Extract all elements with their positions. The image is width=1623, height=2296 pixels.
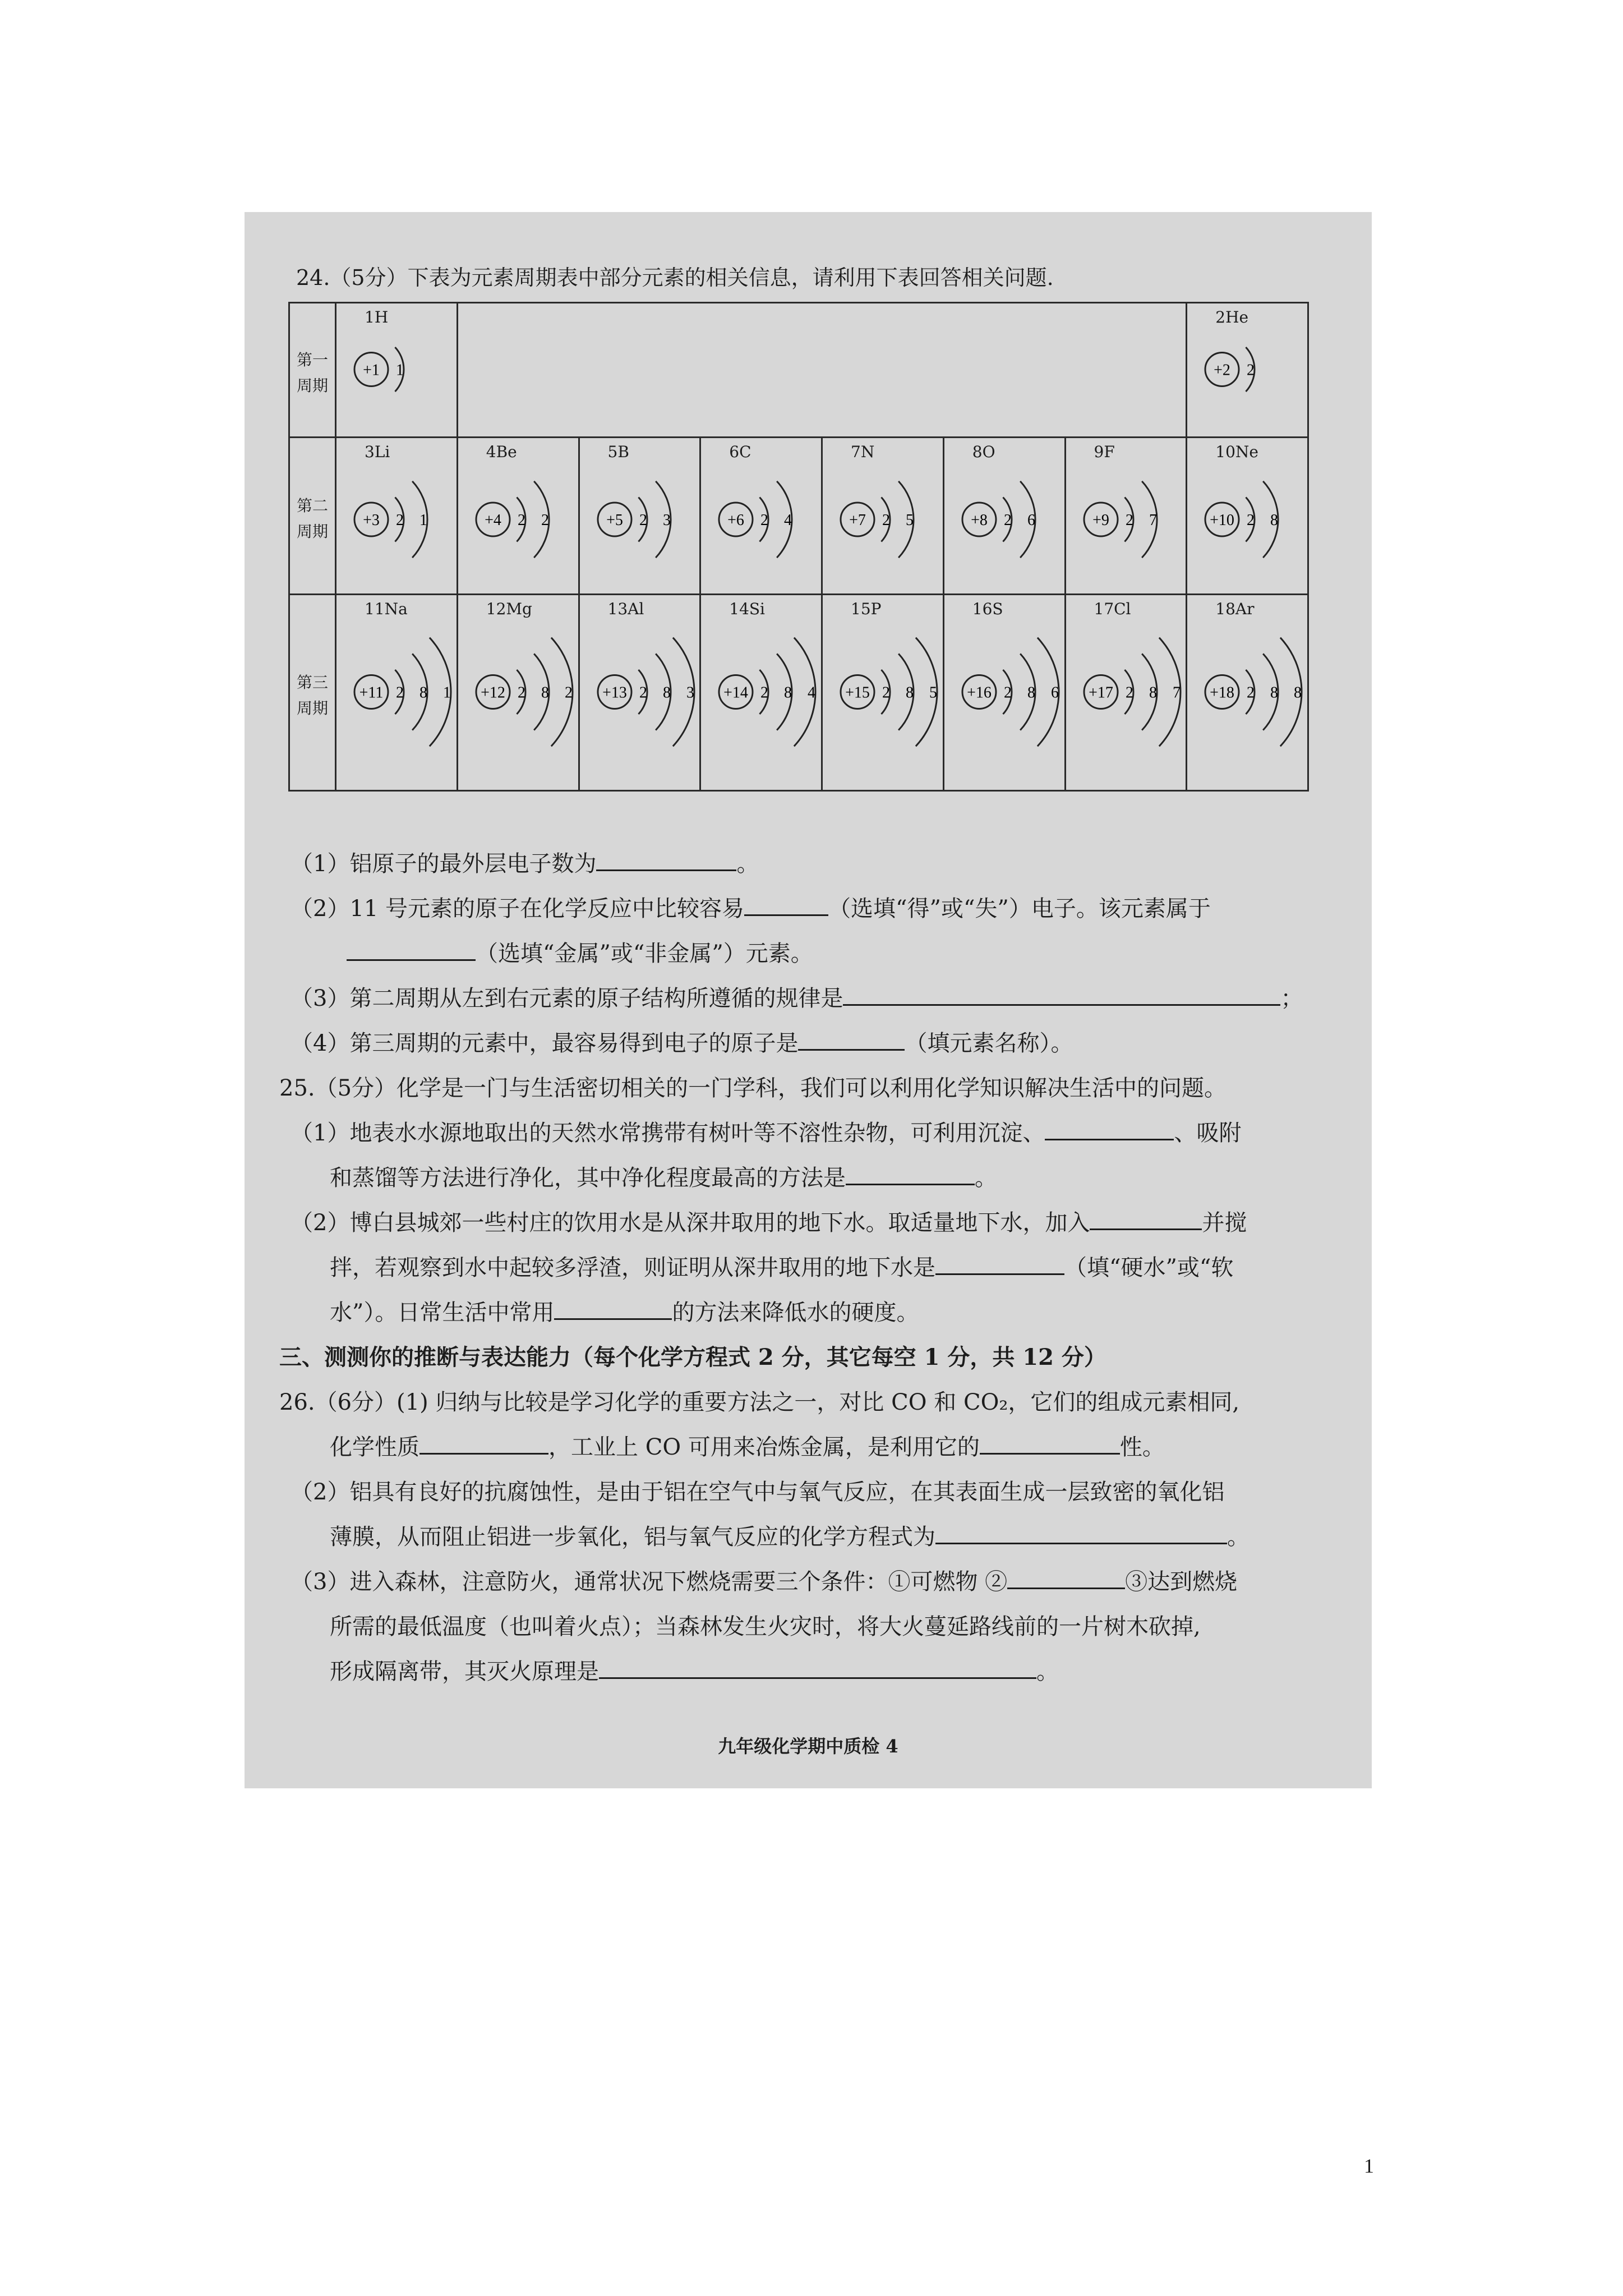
shell-electron-count: 8 xyxy=(1294,684,1302,702)
shell-electron-count: 8 xyxy=(784,684,792,702)
q24-4: （4）第三周期的元素中，最容易得到电子的原子是 （填元素名称）。 xyxy=(291,1025,1073,1057)
shell-electron-count: 2 xyxy=(541,512,549,529)
page-footer: 九年级化学期中质检 4 xyxy=(718,1736,898,1757)
shell-electron-count: 6 xyxy=(1027,512,1035,529)
atom-structure-diagram xyxy=(1076,466,1172,562)
shell-electron-count: 8 xyxy=(1270,512,1279,529)
element-symbol: 17Cl xyxy=(1094,600,1131,618)
shell-electron-count: 4 xyxy=(808,684,816,702)
answer-blank[interactable] xyxy=(935,1520,1227,1544)
shell-electron-count: 1 xyxy=(443,684,451,702)
atom-structure-diagram xyxy=(711,623,832,749)
element-cell xyxy=(700,438,822,595)
element-cell xyxy=(1187,303,1308,438)
empty-cell xyxy=(457,303,1187,438)
shell-electron-count: 8 xyxy=(1027,684,1035,702)
nuclear-charge: +10 xyxy=(1210,512,1235,529)
q24-1: （1）铝原子的最外层电子数为 。 xyxy=(291,846,759,878)
period-3-label: 第三周期 xyxy=(289,595,336,791)
element-cell xyxy=(579,438,700,595)
shell-electron-count: 2 xyxy=(1125,684,1133,702)
q25-2-cont2: 水”）。日常生活中常用 的方法来降低水的硬度。 xyxy=(330,1295,919,1327)
shell-electron-count: 5 xyxy=(929,684,937,702)
atom-diagram xyxy=(955,466,1050,562)
element-cell xyxy=(822,438,944,595)
element-symbol: 1H xyxy=(365,308,389,326)
answer-blank[interactable] xyxy=(843,982,1280,1006)
element-symbol: 10Ne xyxy=(1215,443,1258,461)
nuclear-charge: +5 xyxy=(606,512,623,529)
q26-1: 26.（6分）(1) 归纳与比较是学习化学的重要方法之一，对比 CO 和 CO₂，它们的组成元素相同, xyxy=(279,1389,1240,1415)
shell-electron-count: 2 xyxy=(396,684,404,702)
q26-1-cont: 化学性质 ，工业上 CO 可用来冶炼金属，是利用它的 性。 xyxy=(330,1429,1165,1461)
element-symbol: 6C xyxy=(729,443,751,461)
shell-electron-count: 2 xyxy=(1247,361,1255,379)
periodic-table xyxy=(288,302,1309,792)
element-cell xyxy=(1065,438,1187,595)
answer-blank[interactable] xyxy=(554,1296,672,1320)
answer-blank[interactable] xyxy=(980,1430,1120,1455)
element-cell xyxy=(943,438,1065,595)
element-symbol: 15P xyxy=(851,600,882,618)
nuclear-charge: +11 xyxy=(359,684,384,702)
element-cell xyxy=(336,438,458,595)
atom-structure-diagram xyxy=(711,466,806,562)
answer-blank[interactable] xyxy=(419,1430,548,1455)
shell-electron-count: 2 xyxy=(564,684,573,702)
element-symbol: 11Na xyxy=(365,600,408,618)
nuclear-charge: +7 xyxy=(849,512,866,529)
atom-diagram xyxy=(711,466,806,562)
q25: 25.（5分）化学是一门与生活密切相关的一门学科，我们可以利用化学知识解决生活中的问题。 xyxy=(279,1075,1227,1101)
q26-2-cont: 薄膜，从而阻止铝进一步氧化，铝与氧气反应的化学方程式为 。 xyxy=(330,1519,1249,1551)
element-symbol: 3Li xyxy=(365,443,390,461)
exam-photo xyxy=(245,212,1372,1788)
shell-electron-count: 2 xyxy=(639,684,647,702)
element-cell xyxy=(457,595,579,791)
element-cell xyxy=(336,303,458,438)
shell-electron-count: 4 xyxy=(784,512,792,529)
nuclear-charge: +17 xyxy=(1088,684,1113,702)
element-symbol: 14Si xyxy=(729,600,766,618)
atom-diagram xyxy=(347,623,467,749)
section-3-title: 三、测测你的推断与表达能力（每个化学方程式 2 分，其它每空 1 分，共 12 分） xyxy=(279,1344,1106,1370)
atom-diagram xyxy=(1076,466,1172,562)
answer-blank[interactable] xyxy=(846,1161,975,1185)
shell-electron-count: 2 xyxy=(517,684,525,702)
shell-electron-count: 2 xyxy=(1247,684,1255,702)
atom-structure-diagram xyxy=(1076,623,1197,749)
element-symbol: 7N xyxy=(851,443,875,461)
atom-structure-diagram xyxy=(833,623,953,749)
nuclear-charge: +4 xyxy=(484,512,501,529)
element-symbol: 8O xyxy=(972,443,995,461)
q26-3: （3）进入森林，注意防火，通常状况下燃烧需要三个条件：①可燃物 ② ③达到燃烧 xyxy=(291,1564,1237,1596)
nuclear-charge: +1 xyxy=(363,361,380,379)
shell-electron-count: 2 xyxy=(882,512,890,529)
q25-2-cont: 拌，若观察到水中起较多浮渣，则证明从深井取用的地下水是 （填“硬水”或“软 xyxy=(330,1250,1233,1282)
period-1-label: 第一周期 xyxy=(289,303,336,438)
element-cell xyxy=(1065,595,1187,791)
q24-2-cont: （选填“金属”或“非金属”）元素。 xyxy=(347,936,813,968)
period-2-label: 第二周期 xyxy=(289,438,336,595)
atom-diagram xyxy=(590,466,685,562)
q24-3: （3）第二周期从左到右元素的原子结构所遵循的规律是 ； xyxy=(291,981,1303,1013)
atom-diagram xyxy=(468,623,589,749)
shell-electron-count: 2 xyxy=(760,684,769,702)
atom-diagram xyxy=(955,623,1075,749)
nuclear-charge: +6 xyxy=(727,512,745,529)
answer-blank[interactable] xyxy=(744,892,828,916)
shell-electron-count: 3 xyxy=(662,512,671,529)
shell-electron-count: 8 xyxy=(1270,684,1279,702)
element-cell xyxy=(336,595,458,791)
atom-diagram xyxy=(347,332,417,396)
q24-2: （2）11 号元素的原子在化学反应中比较容易 （选填“得”或“失”）电子。该元素属于 xyxy=(291,891,1211,923)
page-number: 1 xyxy=(1364,2155,1374,2177)
atom-structure-diagram xyxy=(468,623,589,749)
shell-electron-count: 6 xyxy=(1050,684,1059,702)
q25-1-cont: 和蒸馏等方法进行净化，其中净化程度最高的方法是 。 xyxy=(330,1160,997,1192)
nuclear-charge: +9 xyxy=(1092,512,1109,529)
element-cell xyxy=(1187,438,1308,595)
shell-electron-count: 3 xyxy=(686,684,694,702)
element-symbol: 4Be xyxy=(486,443,517,461)
shell-electron-count: 8 xyxy=(906,684,914,702)
element-cell xyxy=(1187,595,1308,791)
shell-electron-count: 2 xyxy=(760,512,769,529)
q26-2: （2）铝具有良好的抗腐蚀性，是由于铝在空气中与氧气反应，在其表面生成一层致密的氧化铝 xyxy=(291,1479,1225,1505)
element-cell xyxy=(822,595,944,791)
atom-diagram xyxy=(833,466,928,562)
element-cell xyxy=(457,438,579,595)
shell-electron-count: 8 xyxy=(541,684,549,702)
element-symbol: 12Mg xyxy=(486,600,532,618)
nuclear-charge: +18 xyxy=(1210,684,1235,702)
element-symbol: 18Ar xyxy=(1215,600,1255,618)
answer-blank[interactable] xyxy=(1007,1565,1125,1589)
shell-electron-count: 2 xyxy=(1125,512,1133,529)
element-symbol: 5B xyxy=(607,443,629,461)
element-symbol: 9F xyxy=(1094,443,1115,461)
element-cell xyxy=(579,595,700,791)
shell-electron-count: 7 xyxy=(1149,512,1157,529)
atom-diagram xyxy=(1197,623,1318,749)
atom-diagram xyxy=(347,466,442,562)
element-cell xyxy=(943,595,1065,791)
nuclear-charge: +2 xyxy=(1214,361,1231,379)
nuclear-charge: +8 xyxy=(970,512,988,529)
answer-blank[interactable] xyxy=(596,847,736,871)
atom-structure-diagram xyxy=(347,466,442,562)
shell-electron-count: 1 xyxy=(396,361,404,379)
atom-diagram xyxy=(1197,332,1267,396)
answer-blank[interactable] xyxy=(347,937,476,961)
nuclear-charge: +13 xyxy=(602,684,627,702)
shell-electron-count: 2 xyxy=(1003,512,1012,529)
shell-electron-count: 2 xyxy=(1003,684,1012,702)
atom-structure-diagram xyxy=(1197,466,1293,562)
shell-electron-count: 7 xyxy=(1172,684,1181,702)
shell-electron-count: 2 xyxy=(396,512,404,529)
atom-diagram xyxy=(1076,623,1197,749)
answer-blank[interactable] xyxy=(1045,1116,1174,1140)
shell-electron-count: 2 xyxy=(639,512,647,529)
shell-electron-count: 1 xyxy=(419,512,427,529)
element-symbol: 2He xyxy=(1215,308,1249,326)
nuclear-charge: +3 xyxy=(363,512,380,529)
atom-structure-diagram xyxy=(590,623,711,749)
shell-electron-count: 2 xyxy=(882,684,890,702)
atom-structure-diagram xyxy=(1197,332,1267,396)
answer-blank[interactable] xyxy=(935,1251,1064,1275)
nuclear-charge: +12 xyxy=(480,684,505,702)
q26-3-cont: 所需的最低温度（也叫着火点）；当森林发生火灾时，将大火蔓延路线前的一片树木砍掉, xyxy=(330,1614,1201,1640)
nuclear-charge: +14 xyxy=(723,684,749,702)
atom-structure-diagram xyxy=(833,466,928,562)
atom-diagram xyxy=(1197,466,1293,562)
answer-blank[interactable] xyxy=(599,1655,1036,1679)
shell-electron-count: 5 xyxy=(906,512,914,529)
q25-2: （2）博白县城郊一些村庄的饮用水是从深井取用的地下水。取适量地下水，加入 并搅 xyxy=(291,1205,1247,1237)
atom-structure-diagram xyxy=(1197,623,1318,749)
shell-electron-count: 8 xyxy=(662,684,671,702)
element-cell xyxy=(700,595,822,791)
nuclear-charge: +15 xyxy=(845,684,870,702)
shell-electron-count: 8 xyxy=(1149,684,1157,702)
element-symbol: 13Al xyxy=(607,600,644,618)
atom-structure-diagram xyxy=(347,332,417,396)
question-24-header: 24.（5分）下表为元素周期表中部分元素的相关信息，请利用下表回答相关问题. xyxy=(296,265,1054,290)
q25-1: （1）地表水水源地取出的天然水常携带有树叶等不溶性杂物，可利用沉淀、 、吸附 xyxy=(291,1115,1241,1147)
element-symbol: 16S xyxy=(972,600,1003,618)
atom-structure-diagram xyxy=(590,466,685,562)
atom-structure-diagram xyxy=(347,623,467,749)
atom-diagram xyxy=(468,466,564,562)
q26-3-cont2: 形成隔离带，其灭火原理是 。 xyxy=(330,1654,1059,1686)
nuclear-charge: +16 xyxy=(966,684,992,702)
atom-diagram xyxy=(833,623,953,749)
shell-electron-count: 2 xyxy=(1247,512,1255,529)
atom-diagram xyxy=(590,623,711,749)
answer-blank[interactable] xyxy=(1090,1206,1202,1230)
shell-electron-count: 8 xyxy=(419,684,427,702)
shell-electron-count: 2 xyxy=(517,512,525,529)
atom-diagram xyxy=(711,623,832,749)
atom-structure-diagram xyxy=(955,466,1050,562)
atom-structure-diagram xyxy=(468,466,564,562)
answer-blank[interactable] xyxy=(798,1027,905,1051)
atom-structure-diagram xyxy=(955,623,1075,749)
